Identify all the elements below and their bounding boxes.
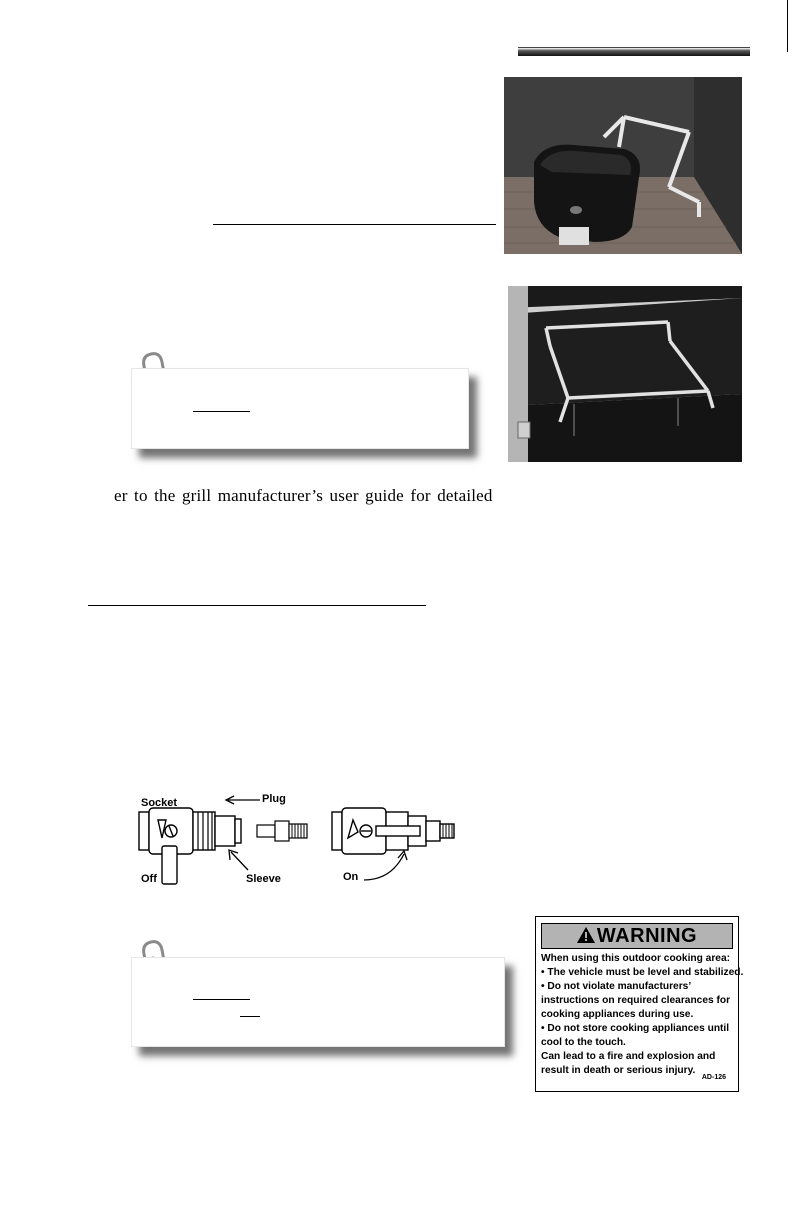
body-text-line: er to the grill manufacturer’s user guide for detailed	[114, 486, 493, 505]
note-box-2	[131, 957, 505, 1047]
note-label-underline	[193, 411, 250, 412]
sleeve-label: Sleeve	[246, 873, 281, 885]
warning-line: • The vehicle must be level and stabilized.	[541, 967, 744, 978]
warning-triangle-icon	[577, 927, 595, 943]
warning-code: AD-126	[701, 1074, 726, 1081]
warning-line: When using this outdoor cooking area:	[541, 953, 731, 964]
mounted-rack-photo	[508, 286, 742, 462]
socket-label: Socket	[141, 797, 178, 809]
warning-header	[541, 923, 733, 949]
page-trim-mark	[787, 0, 788, 52]
note-box-1	[131, 368, 469, 449]
grill-photo	[504, 77, 742, 254]
note-emphasis-underline	[240, 1016, 260, 1017]
off-label: Off	[141, 873, 157, 885]
on-label: On	[343, 871, 359, 883]
underline-rule	[213, 224, 496, 225]
warning-line: instructions on required clearances for	[541, 995, 731, 1006]
plug-label: Plug	[262, 793, 286, 805]
warning-label	[535, 916, 744, 1092]
warning-line: • Do not store cooking appliances until	[541, 1023, 730, 1034]
warning-title: WARNING	[596, 925, 698, 947]
section-heading-rule	[88, 605, 426, 606]
warning-line: cooking appliances during use.	[541, 1009, 694, 1020]
quick-connect-diagram	[136, 788, 462, 898]
note-label-underline	[193, 999, 250, 1000]
warning-line: result in death or serious injury.	[541, 1065, 696, 1076]
header-bar	[518, 47, 750, 56]
warning-line: Can lead to a fire and explosion and	[541, 1051, 716, 1062]
warning-line: cool to the touch.	[541, 1037, 626, 1048]
warning-line: • Do not violate manufacturers’	[541, 981, 692, 992]
